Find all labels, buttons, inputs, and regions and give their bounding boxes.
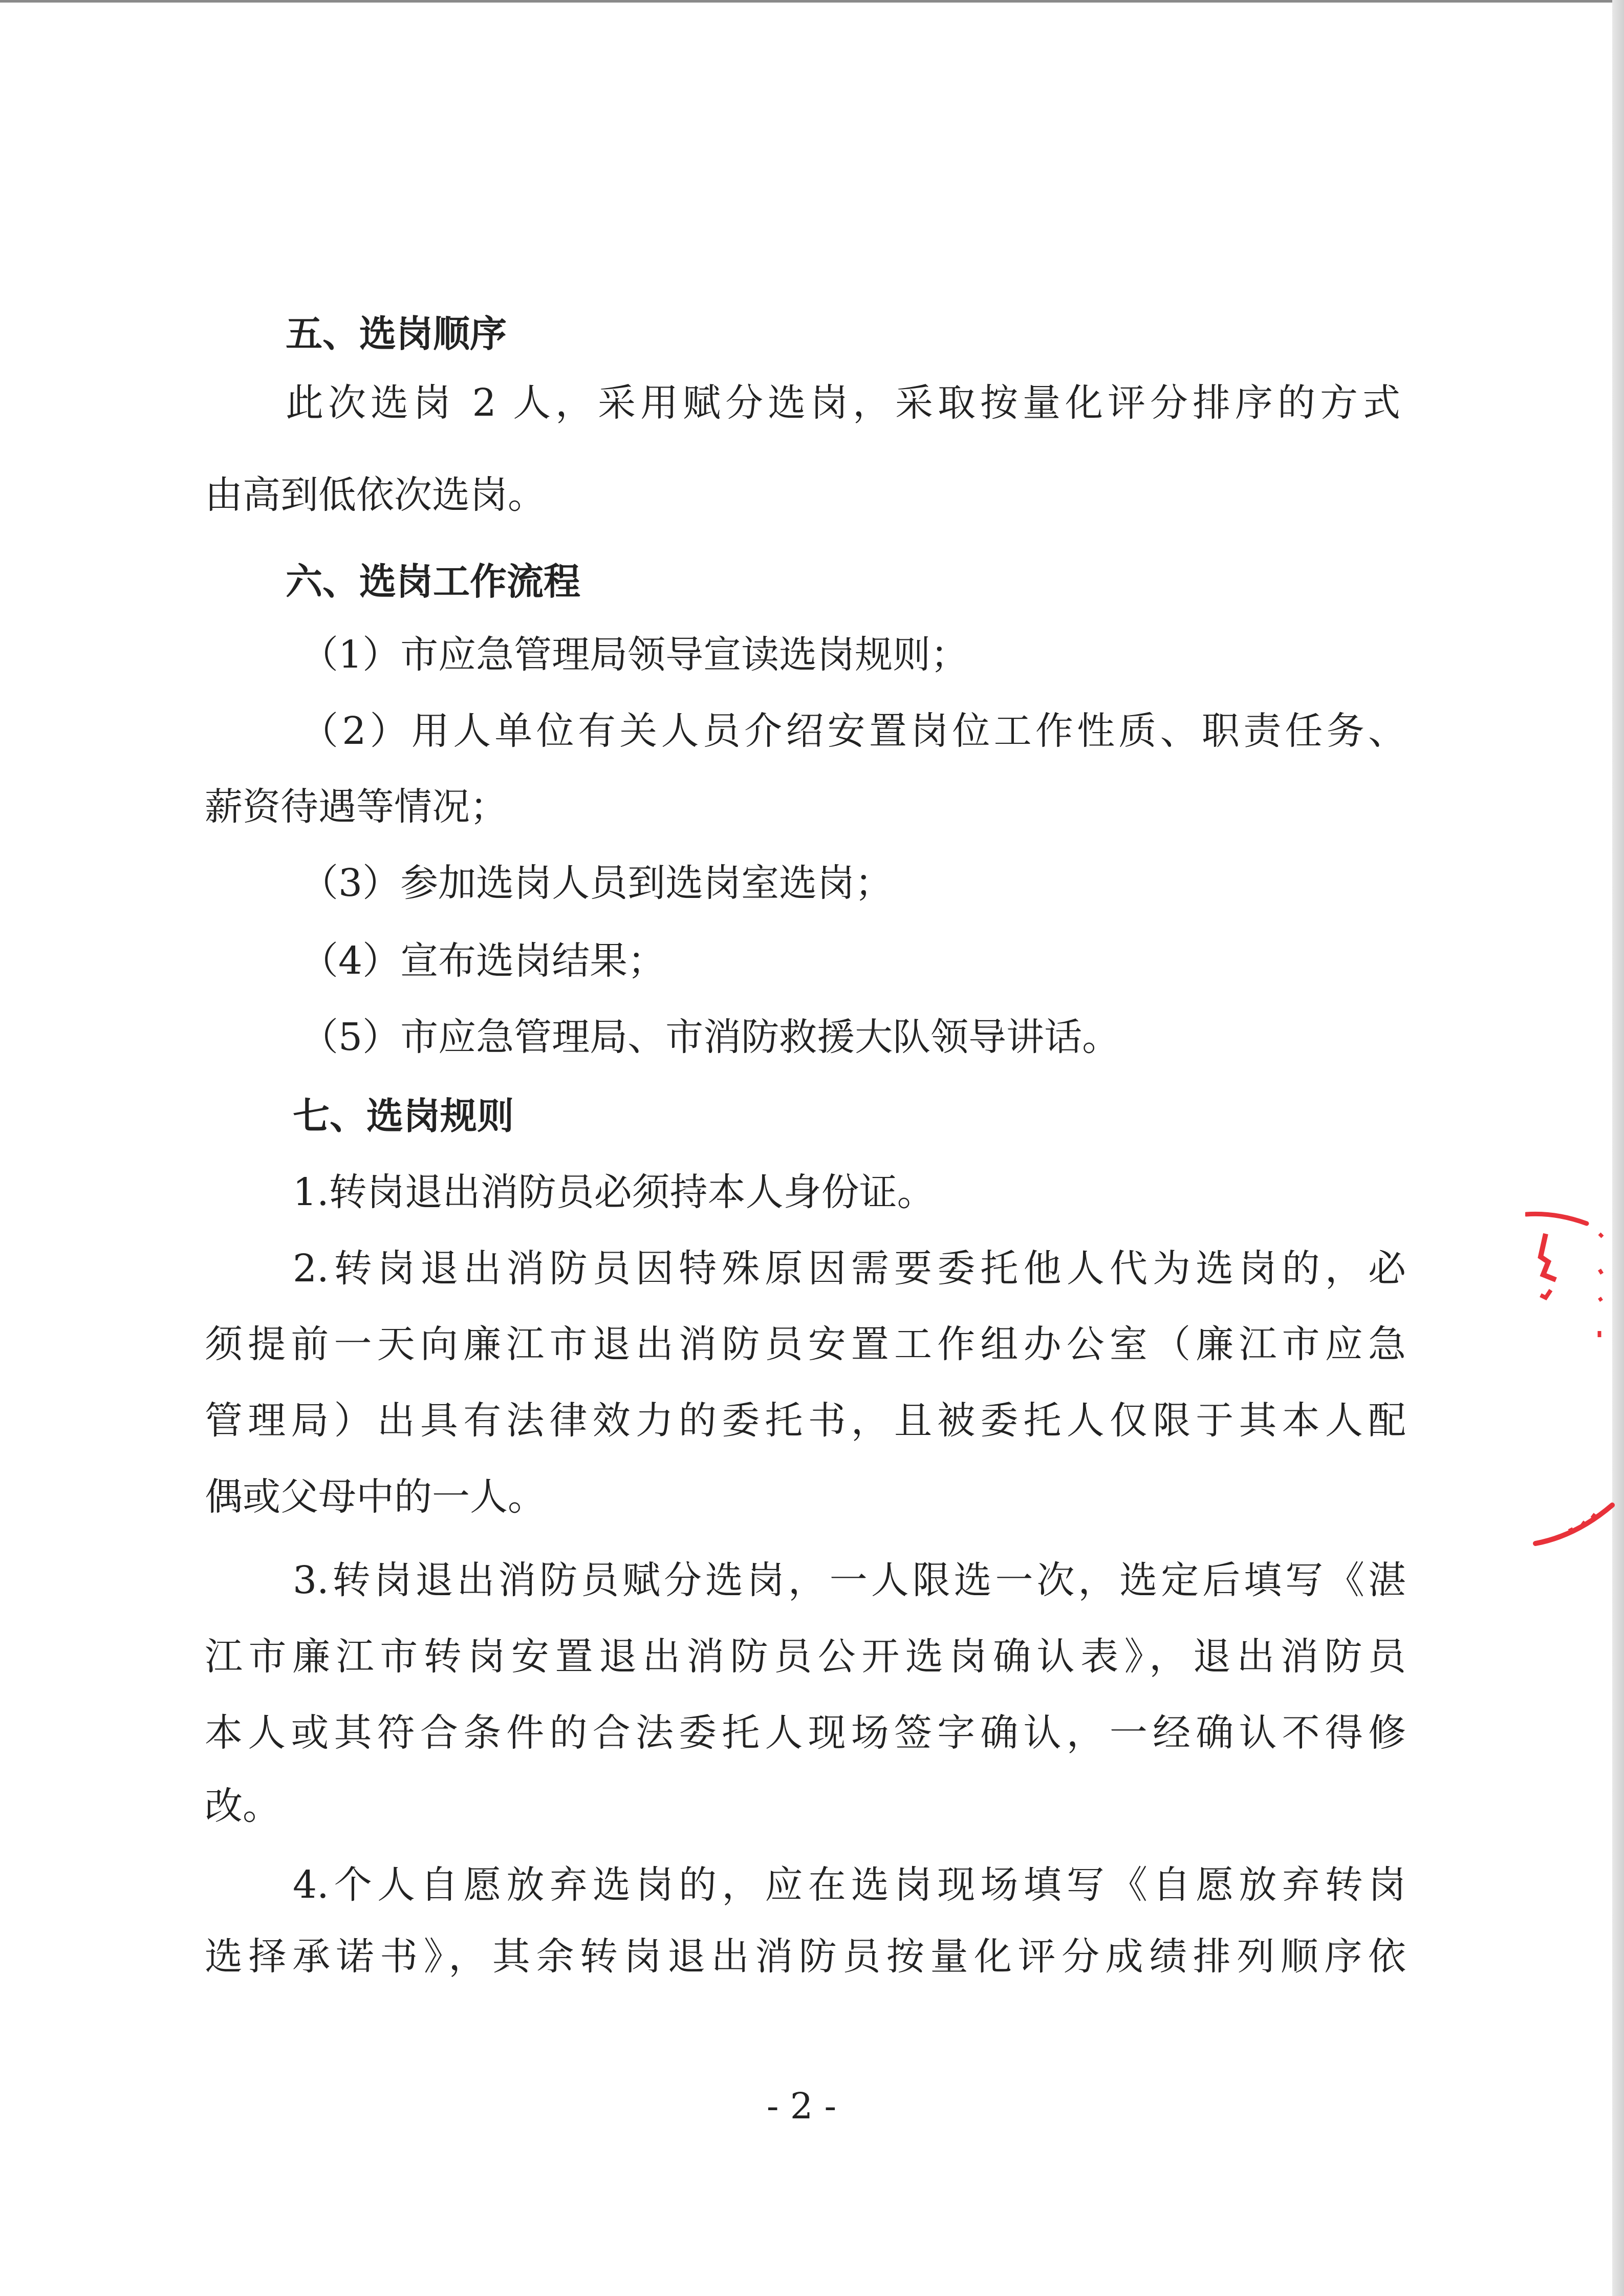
rule-line: 1.转岗退出消防员必须持本人身份证。 — [293, 1170, 935, 1214]
scan-right-edge — [1612, 0, 1624, 2296]
list-item: （4）宣布选岗结果； — [300, 939, 666, 983]
section-heading-6: 六、选岗工作流程 — [286, 560, 581, 603]
rule-line: 须提前一天向廉江市退出消防员安置工作组办公室（廉江市应急 — [205, 1322, 1406, 1366]
paragraph-line: 由高到低依次选岗。 — [205, 473, 546, 517]
scan-top-border — [0, 0, 1624, 3]
section-heading-7: 七、选岗规则 — [293, 1095, 514, 1138]
list-item: （2）用人单位有关人员介绍安置岗位工作性质、职责任务、 — [300, 709, 1406, 753]
rule-line: 3.转岗退出消防员赋分选岗，一人限选一次，选定后填写《湛 — [293, 1558, 1406, 1602]
list-item: （3）参加选岗人员到选岗室选岗； — [300, 861, 893, 905]
rule-line: 改。 — [205, 1784, 280, 1828]
rule-line: 选择承诺书》，其余转岗退出消防员按量化评分成绩排列顺序依 — [205, 1935, 1406, 1979]
list-item: （5）市应急管理局、市消防救援大队领导讲话。 — [300, 1015, 1120, 1059]
paragraph-line: 此次选岗 2 人，采用赋分选岗，采取按量化评分排序的方式 — [286, 381, 1400, 425]
list-item: 薪资待遇等情况； — [205, 785, 508, 829]
page-number: - 2 - — [766, 2085, 837, 2127]
red-seal-stamp-fragment — [1525, 1208, 1617, 1577]
list-item: （1）市应急管理局领导宣读选岗规则； — [300, 633, 969, 677]
rule-line: 2.转岗退出消防员因特殊原因需要委托他人代为选岗的，必 — [293, 1247, 1406, 1291]
rule-line: 江市廉江市转岗安置退出消防员公开选岗确认表》，退出消防员 — [205, 1635, 1406, 1679]
section-heading-5: 五、选岗顺序 — [286, 312, 507, 355]
rule-line: 4.个人自愿放弃选岗的，应在选岗现场填写《自愿放弃转岗 — [293, 1863, 1406, 1907]
rule-line: 管理局）出具有法律效力的委托书，且被委托人仅限于其本人配 — [205, 1399, 1406, 1443]
rule-line: 偶或父母中的一人。 — [205, 1475, 546, 1519]
rule-line: 本人或其符合条件的合法委托人现场签字确认，一经确认不得修 — [205, 1711, 1406, 1755]
